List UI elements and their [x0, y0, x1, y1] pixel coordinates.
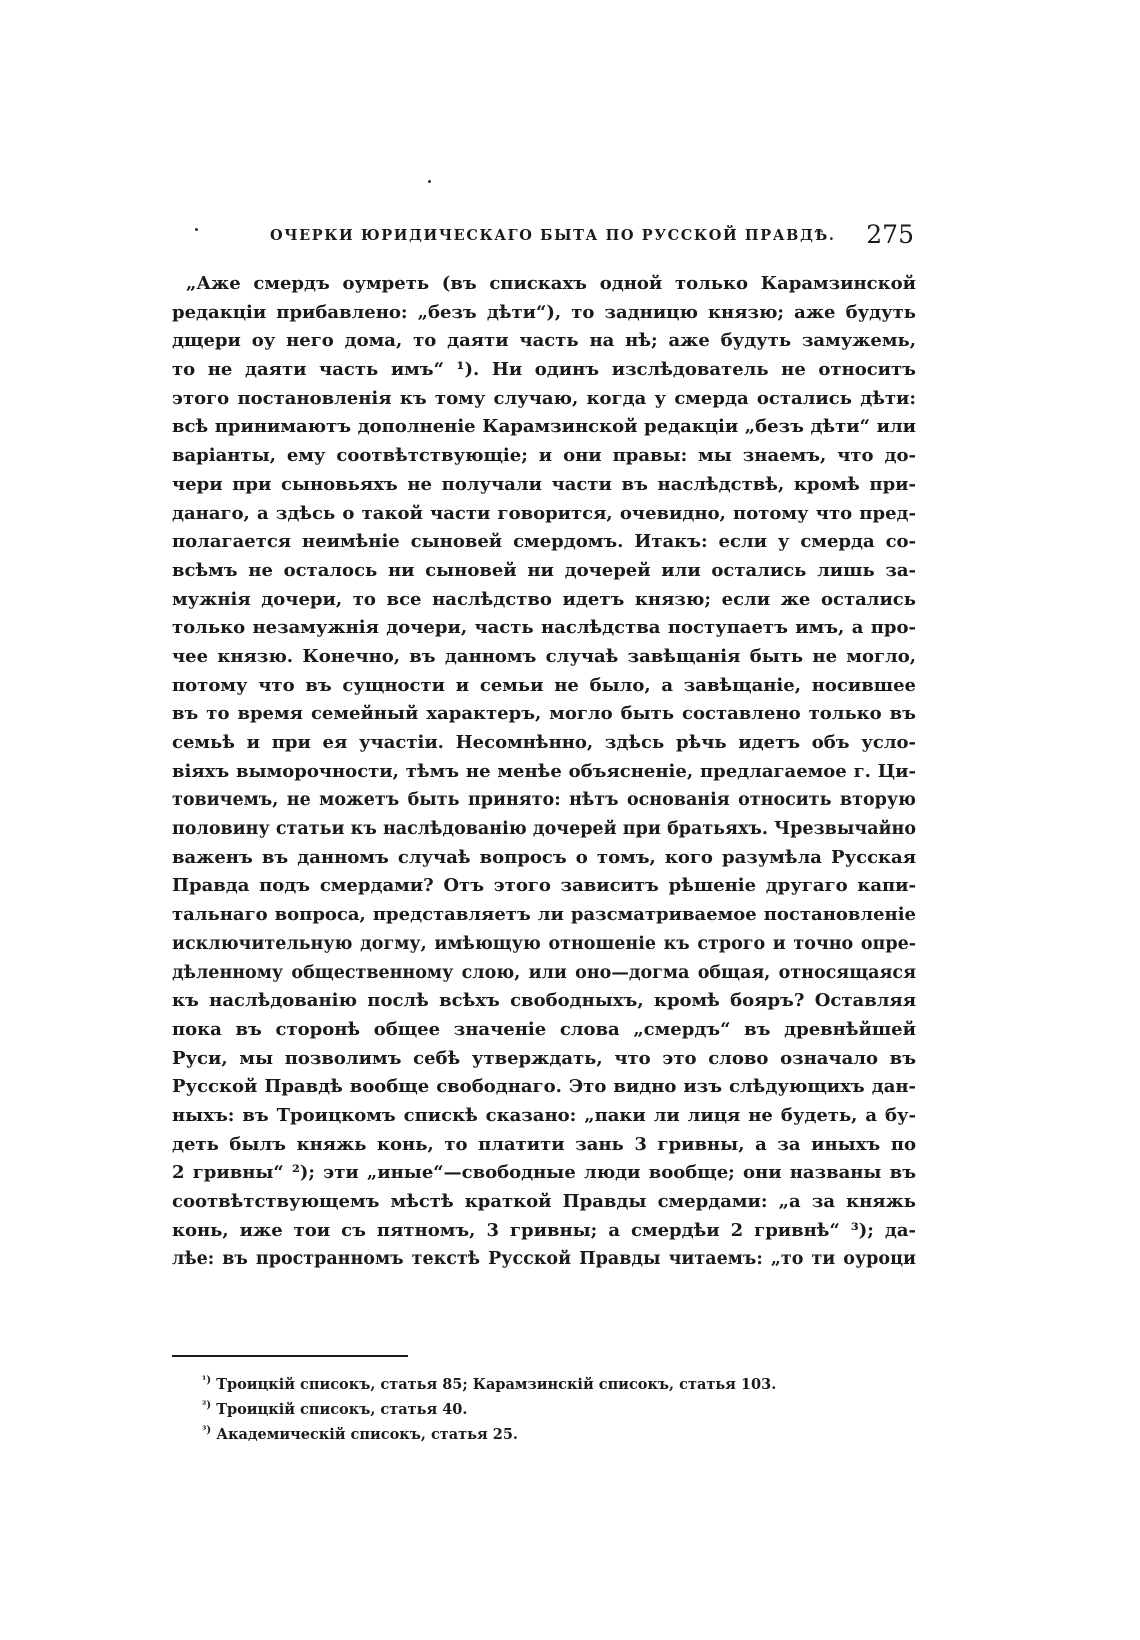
- text-line: въ то время семейный характеръ, могло быть составлено только въ: [172, 703, 916, 725]
- text-line: полагается неимѣніе сыновей смердомъ. Итакъ: если у смерда со-: [172, 531, 916, 553]
- text-line: віяхъ выморочности, тѣмъ не менѣе объясненіе, предлагаемое г. Ци-: [172, 760, 916, 782]
- text-line: всѣмъ не осталось ни сыновей ни дочерей или остались лишь за-: [172, 559, 916, 581]
- text-line: Правда подъ смердами? Отъ этого зависитъ рѣшеніе другаго капи-: [172, 875, 916, 897]
- text-line: соотвѣтствующемъ мѣстѣ краткой Правды смердами: „а за княжь: [172, 1191, 916, 1212]
- text-line: всѣ принимаютъ дополненіе Карамзинской редакціи „безъ дѣти“ или: [172, 416, 916, 438]
- footnote-text: Академическій списокъ, статья 25.: [216, 1426, 518, 1443]
- text-line: Руси, мы позволимъ себѣ утверждать, что это слово означало въ: [172, 1047, 916, 1069]
- footnotes: [202, 1372, 862, 1447]
- footnote-item: [202, 1422, 862, 1447]
- footnote-mark: ¹): [202, 1375, 212, 1387]
- text-line: къ наслѣдованію послѣ всѣхъ свободныхъ, кромѣ бояръ? Оставляя: [172, 990, 916, 1012]
- text-line: деть былъ княжь конь, то платити зань 3 гривны, а за иныхъ по: [172, 1133, 916, 1155]
- printer-dot-top: [428, 180, 431, 183]
- footnote-text: Троицкій списокъ, статья 85; Карамзинскій списокъ, статья 103.: [216, 1376, 777, 1393]
- text-line: чее князю. Конечно, въ данномъ случаѣ завѣщанія быть не могло,: [172, 645, 916, 667]
- text-line: семьѣ и при ея участіи. Несомнѣнно, здѣсь рѣчь идетъ объ усло-: [172, 732, 916, 753]
- text-line: потому что въ сущности и семьи не было, а завѣщаніе, носившее: [172, 674, 916, 696]
- text-line: дѣленному общественному слою, или оно—догма общая, относящаяся: [172, 962, 916, 983]
- text-line: важенъ въ данномъ случаѣ вопросъ о томъ, кого разумѣла Русская: [172, 846, 916, 868]
- text-line: исключительную догму, имѣющую отношеніе къ строго и точно опре-: [172, 933, 916, 954]
- text-line: товичемъ, не можетъ быть принято: нѣтъ основанія относить вторую: [172, 790, 916, 811]
- footnote-divider: [172, 1355, 408, 1357]
- footnote-item: [202, 1372, 862, 1397]
- text-line: Русской Правдѣ вообще свободнаго. Это видно изъ слѣдующихъ дан-: [172, 1076, 916, 1098]
- text-line: только незамужнія дочери, часть наслѣдства поступаетъ имъ, а про-: [172, 617, 916, 639]
- text-line: конь, иже тои съ пятномъ, 3 гривны; а смердѣи 2 гривнѣ“ ³); да-: [172, 1219, 916, 1241]
- text-line: дщери оу него дома, то даяти часть на нѣ; аже будуть замужемь,: [172, 330, 916, 352]
- text-line: то не даяти часть имъ“ ¹). Ни одинъ изслѣдователь не относитъ: [172, 359, 916, 381]
- text-line: тальнаго вопроса, представляетъ ли разсматриваемое постановленіе: [172, 904, 916, 926]
- text-line: варіанты, ему соотвѣтствующіе; и они правы: мы знаемъ, что до-: [172, 445, 916, 467]
- text-line: этого постановленія къ тому случаю, когда у смерда остались дѣти:: [172, 387, 916, 409]
- text-line: данаго, а здѣсь о такой части говорится, очевидно, потому что пред-: [172, 502, 916, 524]
- footnote-text: Троицкій списокъ, статья 40.: [216, 1401, 468, 1418]
- text-line: чери при сыновьяхъ не получали части въ наслѣдствѣ, кромѣ при-: [172, 473, 916, 495]
- text-line: лѣе: въ пространномъ текстѣ Русской Правды читаемъ: „то ти оуроци: [172, 1249, 916, 1270]
- running-title: ОЧЕРКИ ЮРИДИЧЕСКАГО БЫТА ПО РУССКОЙ ПРАВДѢ.: [270, 227, 836, 244]
- text-line: мужнія дочери, то все наслѣдство идетъ князю; если же остались: [172, 588, 916, 610]
- body-text: [172, 270, 916, 1274]
- text-line: пока въ сторонѣ общее значеніе слова „смердъ“ въ древнѣйшей: [172, 1018, 916, 1040]
- footnote-item: [202, 1397, 862, 1422]
- printer-dot-left: [195, 228, 198, 231]
- text-line: „Аже смердъ оумреть (въ спискахъ одной только Карамзинской: [186, 273, 916, 294]
- footnote-mark: ²): [202, 1400, 212, 1412]
- text-line: 2 гривны“ ²); эти „иные“—свободные люди вообще; они названы въ: [172, 1162, 916, 1184]
- page-header: [200, 220, 960, 254]
- text-line: редакціи прибавлено: „безъ дѣти“), то задницю князю; аже будуть: [172, 301, 916, 323]
- text-line: ныхъ: въ Троицкомъ спискѣ сказано: „паки ли лиця не будеть, а бу-: [172, 1104, 916, 1126]
- text-line: половину статьи къ наслѣдованію дочерей при братьяхъ. Чрезвычайно: [172, 819, 916, 840]
- page-number: 275: [866, 220, 914, 249]
- footnote-mark: ³): [202, 1425, 212, 1437]
